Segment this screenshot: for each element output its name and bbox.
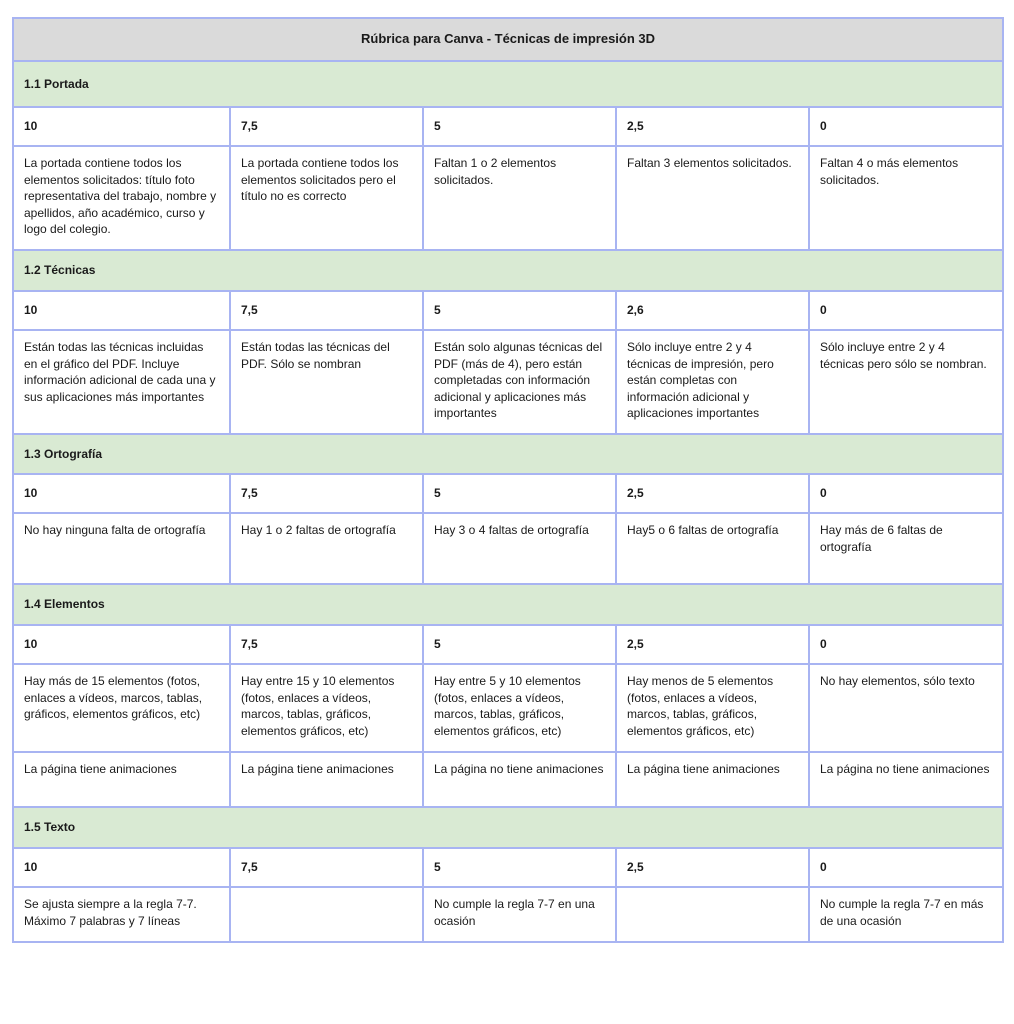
section-header-row <box>13 807 1003 848</box>
score-row <box>13 107 1003 146</box>
score-cell: 2,5 <box>616 474 809 513</box>
score-cell: 2,5 <box>616 625 809 664</box>
criteria-row <box>13 146 1003 250</box>
criteria-cell: La página no tiene animaciones <box>809 752 1003 807</box>
criteria-cell: Sólo incluye entre 2 y 4 técnicas pero sólo se nombran. <box>809 330 1003 434</box>
score-cell: 5 <box>423 474 616 513</box>
score-cell: 7,5 <box>230 107 423 146</box>
criteria-cell: La página no tiene animaciones <box>423 752 616 807</box>
title-row <box>13 18 1003 61</box>
criteria-cell: No hay elementos, sólo texto <box>809 664 1003 752</box>
criteria-cell: Están solo algunas técnicas del PDF (más de 4), pero están completadas con información adicional y aplicaciones más importantes <box>423 330 616 434</box>
criteria-cell <box>616 887 809 942</box>
criteria-cell: Hay5 o 6 faltas de ortografía <box>616 513 809 584</box>
criteria-cell: Hay entre 5 y 10 elementos (fotos, enlaces a vídeos, marcos, tablas, gráficos, elementos gráficos, etc) <box>423 664 616 752</box>
section-title: 1.4 Elementos <box>13 584 1003 625</box>
score-cell: 7,5 <box>230 291 423 330</box>
section-title: 1.1 Portada <box>13 61 1003 107</box>
criteria-cell: Hay 3 o 4 faltas de ortografía <box>423 513 616 584</box>
section-header-row <box>13 250 1003 291</box>
criteria-cell: Hay menos de 5 elementos (fotos, enlaces a vídeos, marcos, tablas, gráficos, elementos gráficos, etc) <box>616 664 809 752</box>
criteria-row <box>13 513 1003 584</box>
score-cell: 0 <box>809 291 1003 330</box>
criteria-cell: Faltan 1 o 2 elementos solicitados. <box>423 146 616 250</box>
score-cell: 10 <box>13 291 230 330</box>
criteria-cell: No cumple la regla 7-7 en una ocasión <box>423 887 616 942</box>
score-cell: 2,6 <box>616 291 809 330</box>
section-title: 1.5 Texto <box>13 807 1003 848</box>
score-cell: 10 <box>13 848 230 887</box>
criteria-cell: Se ajusta siempre a la regla 7-7. Máximo 7 palabras y 7 líneas <box>13 887 230 942</box>
score-cell: 2,5 <box>616 107 809 146</box>
score-row <box>13 474 1003 513</box>
criteria-cell: Hay más de 15 elementos (fotos, enlaces a vídeos, marcos, tablas, gráficos, elementos gráficos, etc) <box>13 664 230 752</box>
section-header-row <box>13 584 1003 625</box>
criteria-cell: Hay 1 o 2 faltas de ortografía <box>230 513 423 584</box>
score-cell: 0 <box>809 474 1003 513</box>
section-header-row <box>13 61 1003 107</box>
score-cell: 5 <box>423 291 616 330</box>
score-cell: 5 <box>423 848 616 887</box>
criteria-cell: La portada contiene todos los elementos solicitados pero el título no es correcto <box>230 146 423 250</box>
score-cell: 5 <box>423 107 616 146</box>
score-cell: 0 <box>809 625 1003 664</box>
criteria-cell: Están todas las técnicas del PDF. Sólo se nombran <box>230 330 423 434</box>
score-row <box>13 625 1003 664</box>
score-cell: 7,5 <box>230 848 423 887</box>
section-title: 1.3 Ortografía <box>13 434 1003 474</box>
rubric-title: Rúbrica para Canva - Técnicas de impresión 3D <box>13 18 1003 61</box>
score-cell: 0 <box>809 848 1003 887</box>
criteria-cell: La página tiene animaciones <box>616 752 809 807</box>
score-cell: 10 <box>13 625 230 664</box>
score-cell: 2,5 <box>616 848 809 887</box>
criteria-cell: Sólo incluye entre 2 y 4 técnicas de impresión, pero están completas con información adicional y aplicaciones importantes <box>616 330 809 434</box>
score-cell: 7,5 <box>230 474 423 513</box>
score-cell: 7,5 <box>230 625 423 664</box>
criteria-row <box>13 664 1003 752</box>
rubric-table <box>12 17 1004 943</box>
criteria-cell: No hay ninguna falta de ortografía <box>13 513 230 584</box>
criteria-cell: Hay más de 6 faltas de ortografía <box>809 513 1003 584</box>
score-cell: 5 <box>423 625 616 664</box>
score-cell: 0 <box>809 107 1003 146</box>
criteria-cell: La portada contiene todos los elementos solicitados: título foto representativa del trabajo, nombre y apellidos, año académico, curso y logo del colegio. <box>13 146 230 250</box>
criteria-cell: Faltan 4 o más elementos solicitados. <box>809 146 1003 250</box>
score-cell: 10 <box>13 107 230 146</box>
section-title: 1.2 Técnicas <box>13 250 1003 291</box>
criteria-cell: Faltan 3 elementos solicitados. <box>616 146 809 250</box>
criteria-row <box>13 752 1003 807</box>
section-header-row <box>13 434 1003 474</box>
criteria-cell <box>230 887 423 942</box>
criteria-cell: No cumple la regla 7-7 en más de una ocasión <box>809 887 1003 942</box>
criteria-cell: La página tiene animaciones <box>13 752 230 807</box>
criteria-row <box>13 887 1003 942</box>
criteria-cell: Hay entre 15 y 10 elementos (fotos, enlaces a vídeos, marcos, tablas, gráficos, elementos gráficos, etc) <box>230 664 423 752</box>
score-row <box>13 848 1003 887</box>
criteria-cell: La página tiene animaciones <box>230 752 423 807</box>
criteria-row <box>13 330 1003 434</box>
score-cell: 10 <box>13 474 230 513</box>
score-row <box>13 291 1003 330</box>
criteria-cell: Están todas las técnicas incluidas en el gráfico del PDF. Incluye información adicional de cada una y sus aplicaciones más importantes <box>13 330 230 434</box>
